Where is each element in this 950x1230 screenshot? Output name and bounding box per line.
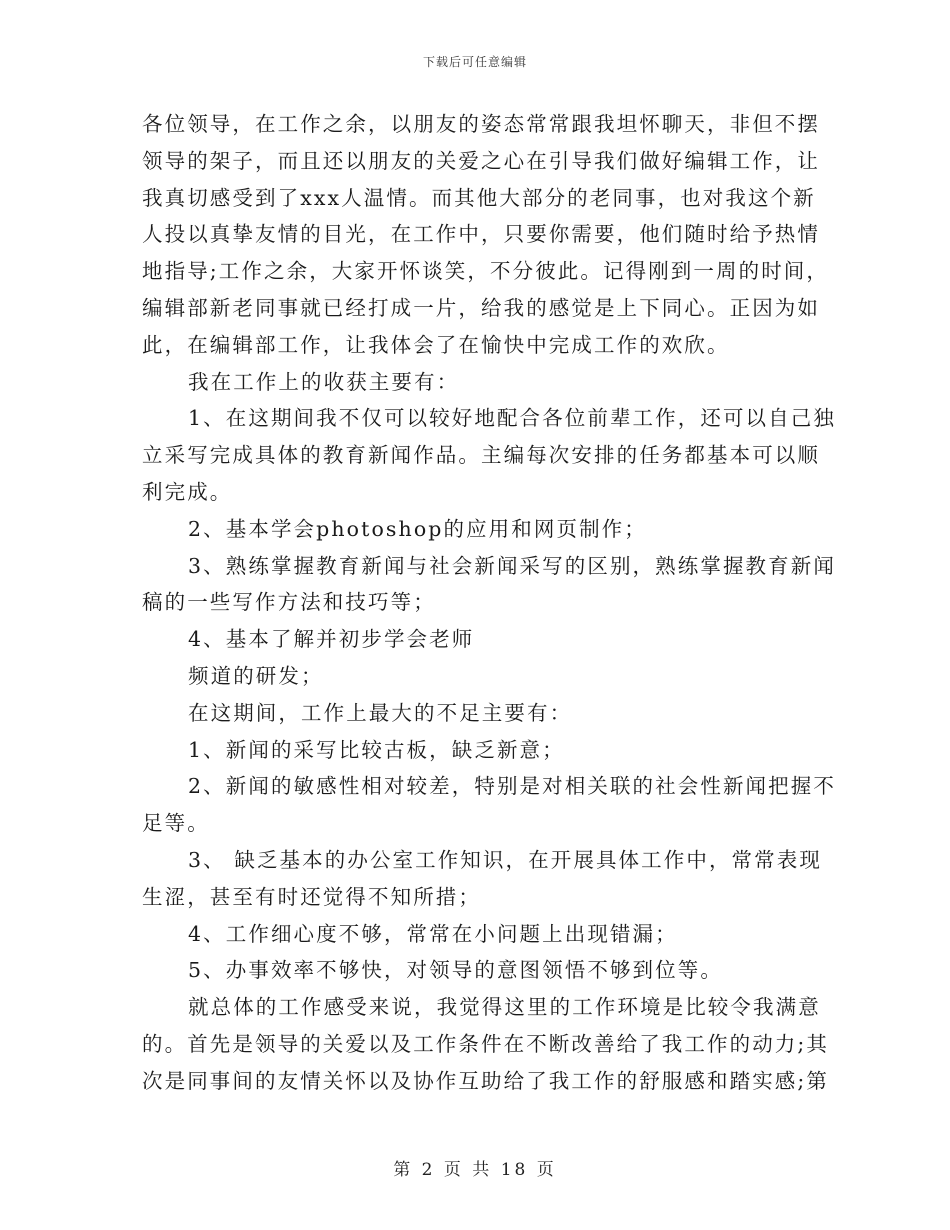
text-line: 地指导;工作之余，大家开怀谈笑，不分彼此。记得刚到一周的时间， xyxy=(142,259,830,284)
text-line: 立采写完成具体的教育新闻作品。主编每次安排的任务都基本可以顺 xyxy=(142,443,820,468)
text-line: 利完成。 xyxy=(142,479,233,504)
document-body xyxy=(142,106,836,1100)
text-line: 3、熟练掌握教育新闻与社会新闻采写的区别，熟练掌握教育新闻 xyxy=(188,553,836,578)
text-line: 领导的架子，而且还以朋友的关爱之心在引导我们做好编辑工作，让 xyxy=(142,148,820,173)
text-line: 稿的一些写作方法和技巧等； xyxy=(142,590,436,615)
text-line: 次是同事间的友情关怀以及协作互助给了我工作的舒服感和踏实感;第 xyxy=(142,1068,830,1093)
text-line: 我真切感受到了xxx人温情。而其他大部分的老同事，也对我这个新 xyxy=(142,185,816,210)
text-line: 4、基本了解并初步学会老师 xyxy=(188,627,475,652)
text-line: 2、新闻的敏感性相对较差，特别是对相关联的社会性新闻把握不 xyxy=(188,774,836,799)
text-line: 2、基本学会photoshop的应用和网页制作； xyxy=(188,516,647,541)
text-line: 各位领导，在工作之余，以朋友的姿态常常跟我坦怀聊天，非但不摆 xyxy=(142,112,820,136)
text-line: 人投以真挚友情的目光，在工作中，只要你需要，他们随时给予热情 xyxy=(142,222,820,247)
text-line: 足等。 xyxy=(142,811,210,836)
text-line: 我在工作上的收获主要有： xyxy=(188,369,460,394)
text-line: 此，在编辑部工作，让我体会了在愉快中完成工作的欢欣。 xyxy=(142,332,730,357)
page-header: 下载后可任意编辑 xyxy=(422,55,527,69)
text-line: 的。首先是领导的关爱以及工作条件在不断改善给了我工作的动力;其 xyxy=(142,1031,830,1056)
text-line: 就总体的工作感受来说，我觉得这里的工作环境是比较令我满意 xyxy=(188,995,821,1020)
text-line: 编辑部新老同事就已经打成一片，给我的感觉是上下同心。正因为如 xyxy=(142,295,820,320)
text-line: 4、工作细心度不够，常常在小问题上出现错漏； xyxy=(188,921,678,946)
text-line: 1、在这期间我不仅可以较好地配合各位前辈工作，还可以自己独 xyxy=(188,406,836,431)
text-line: 频道的研发； xyxy=(188,663,324,688)
text-line: 3、 缺乏基本的办公室工作知识，在开展具体工作中，常常表现 xyxy=(188,847,822,872)
text-line: 在这期间，工作上最大的不足主要有： xyxy=(188,700,573,725)
text-line: 5、办事效率不够快，对领导的意图领悟不够到位等。 xyxy=(188,958,723,983)
text-line: 1、新闻的采写比较古板，缺乏新意； xyxy=(188,737,565,762)
text-line: 生涩，甚至有时还觉得不知所措； xyxy=(142,884,481,909)
page-footer: 第 2 页 共 18 页 xyxy=(393,1160,557,1180)
